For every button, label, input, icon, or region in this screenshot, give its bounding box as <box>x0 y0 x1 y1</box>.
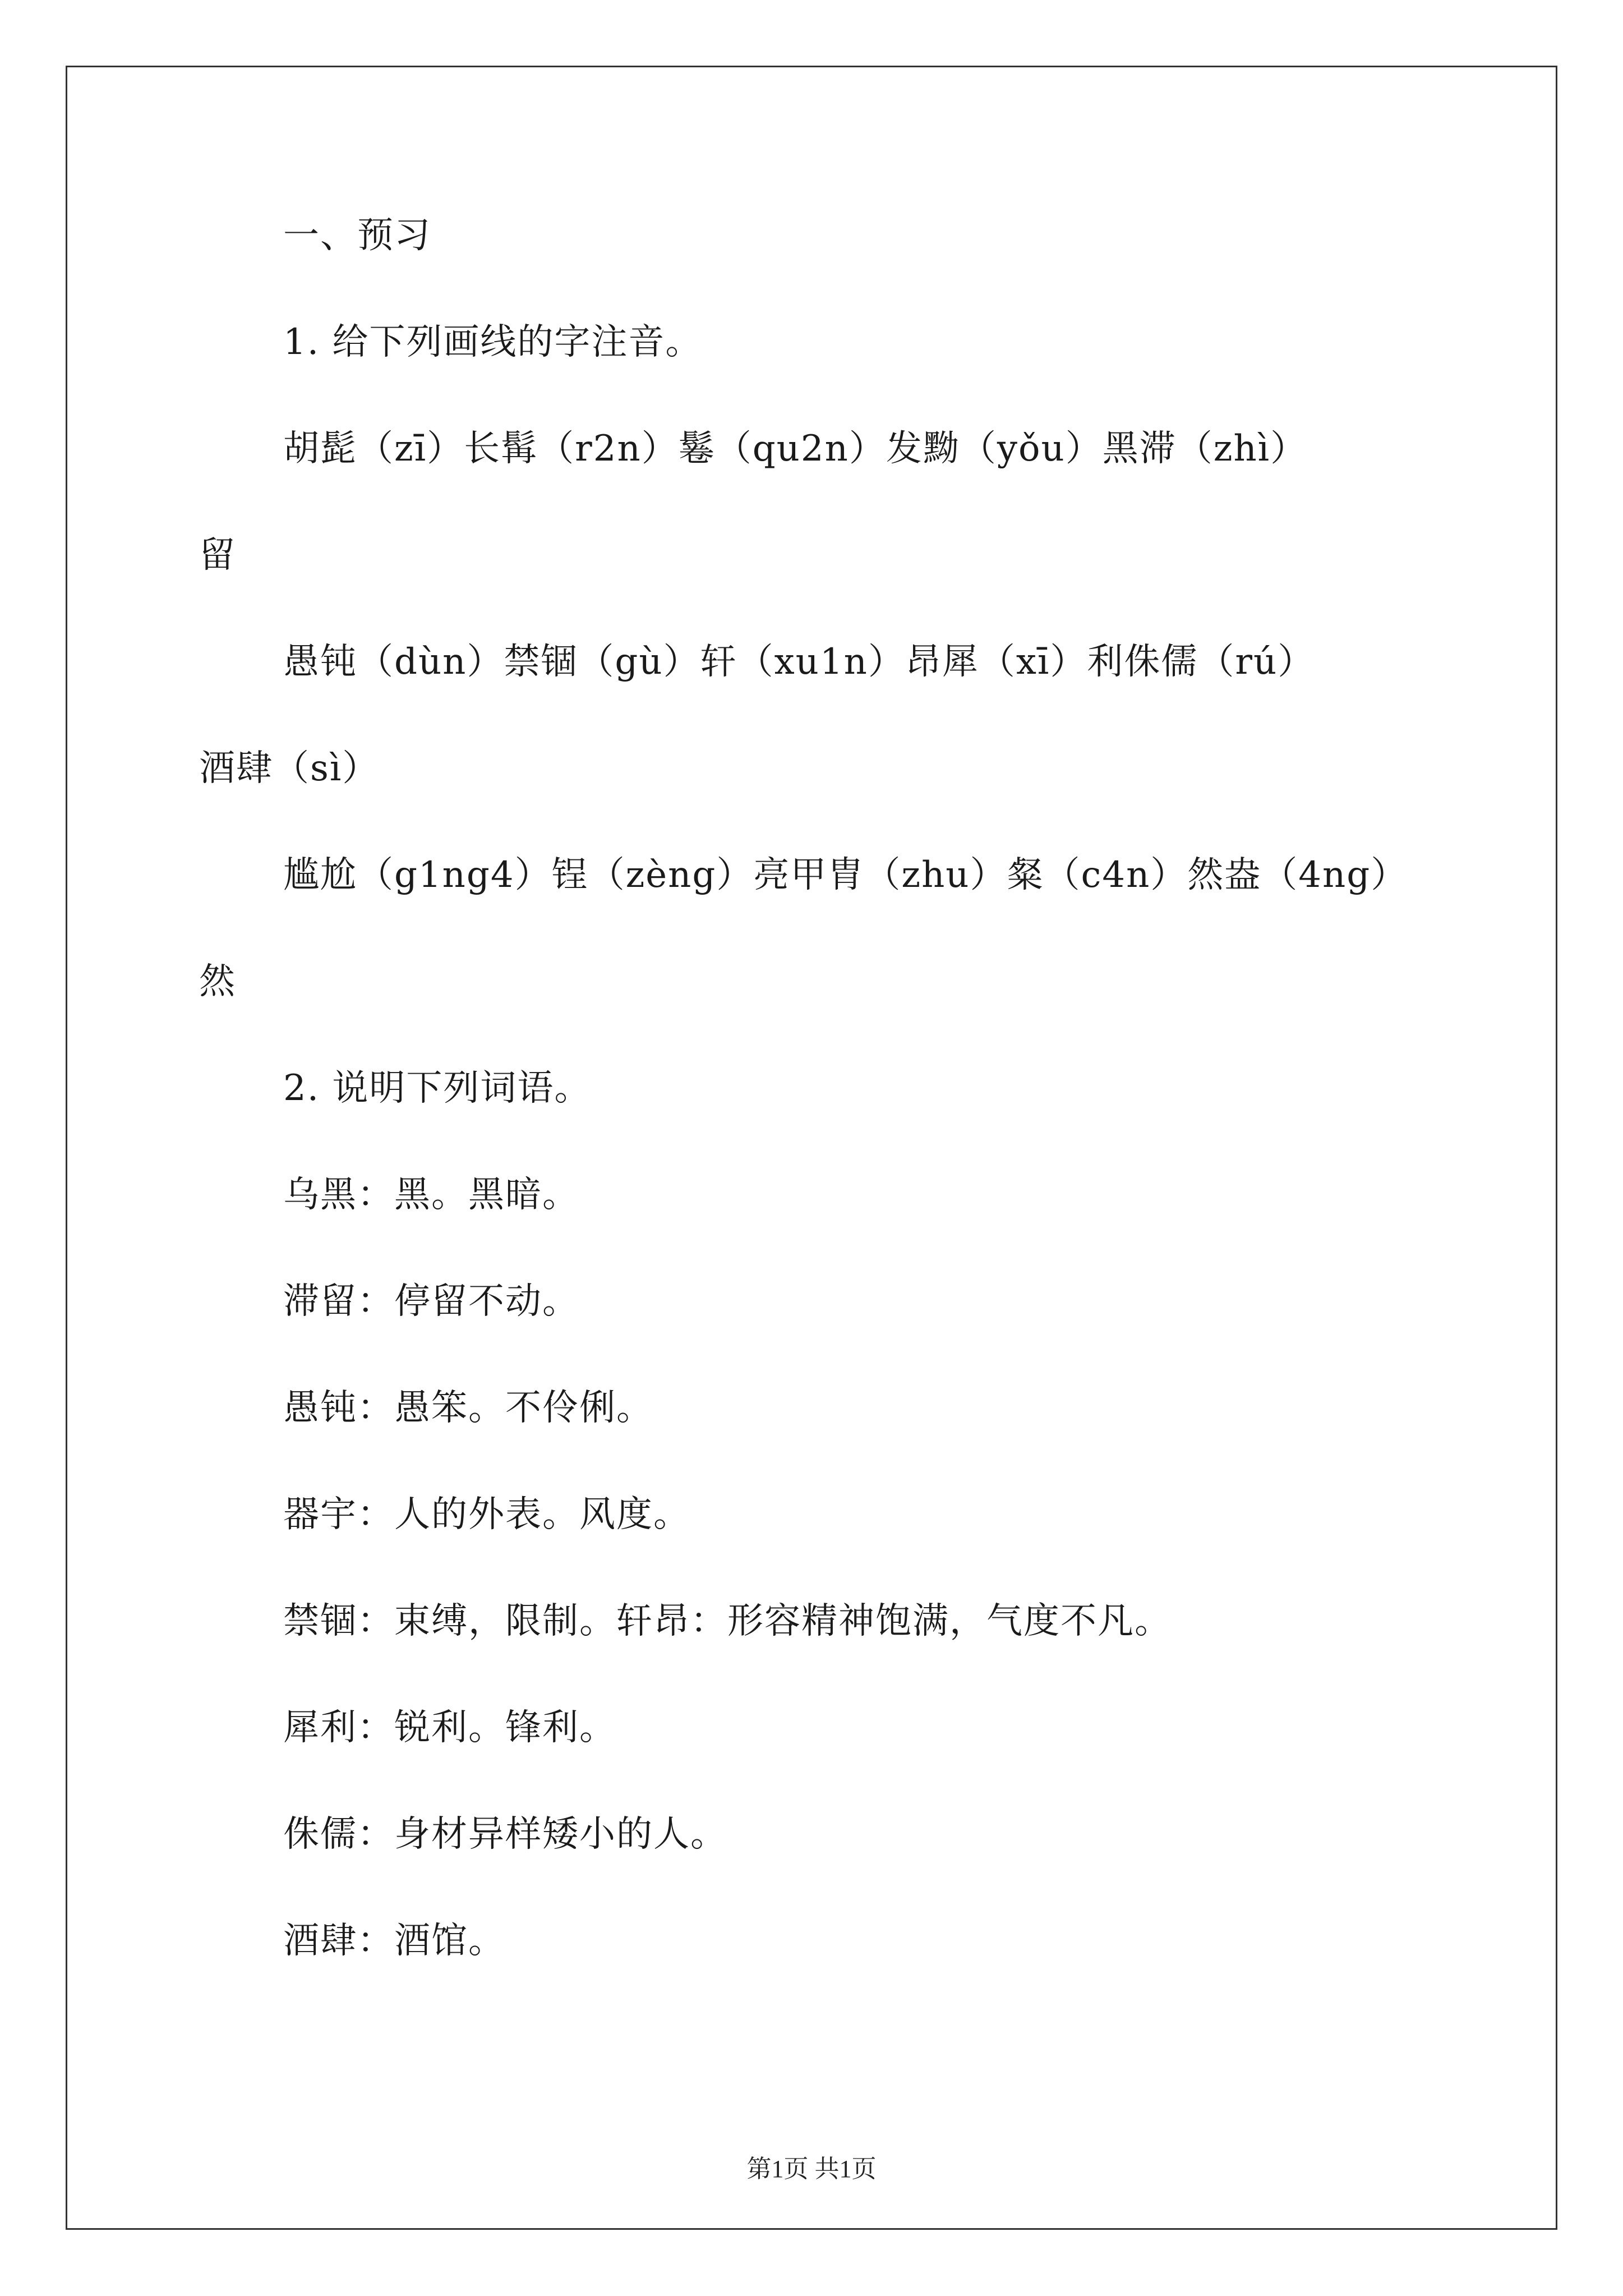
pinyin-line-1-cont: 留 <box>199 535 236 576</box>
pinyin-line-2-cont: 酒肆（sì） <box>199 748 380 789</box>
definition-item: 犀利：锐利。锋利。 <box>283 1707 616 1749</box>
definition-item: 侏儒：身材异样矮小的人。 <box>283 1814 727 1855</box>
section-heading: 一、预习 <box>283 215 431 256</box>
definition-item: 禁锢：束缚，限制。轩昂：形容精神饱满，气度不凡。 <box>283 1600 1172 1642</box>
definition-item: 器宇：人的外表。风度。 <box>283 1494 690 1535</box>
page-border <box>66 66 1557 2230</box>
definition-item: 愚钝：愚笨。不伶俐。 <box>283 1387 653 1429</box>
pinyin-line-1: 胡髭（zī）长髯（r2n）鬈（qu2n）发黝（yǒu）黑滞（zhì） <box>283 428 1308 470</box>
pinyin-line-3-cont: 然 <box>199 961 236 1002</box>
definition-item: 滞留：停留不动。 <box>283 1281 579 1322</box>
pinyin-line-2: 愚钝（dùn）禁锢（gù）轩（xu1n）昂犀（xī）利侏儒（rú） <box>283 641 1315 683</box>
definition-item: 酒肆：酒馆。 <box>283 1920 505 1962</box>
page-number-footer: 第1页 共1页 <box>746 2155 877 2183</box>
pinyin-line-3: 尴尬（g1ng4）锃（zèng）亮甲胄（zhu）粲（c4n）然盎（4ng） <box>283 854 1408 896</box>
definition-item: 乌黑：黑。黑暗。 <box>283 1174 579 1216</box>
exercise-2-title: 2. 说明下列词语。 <box>283 1068 592 1109</box>
exercise-1-title: 1. 给下列画线的字注音。 <box>283 321 703 363</box>
